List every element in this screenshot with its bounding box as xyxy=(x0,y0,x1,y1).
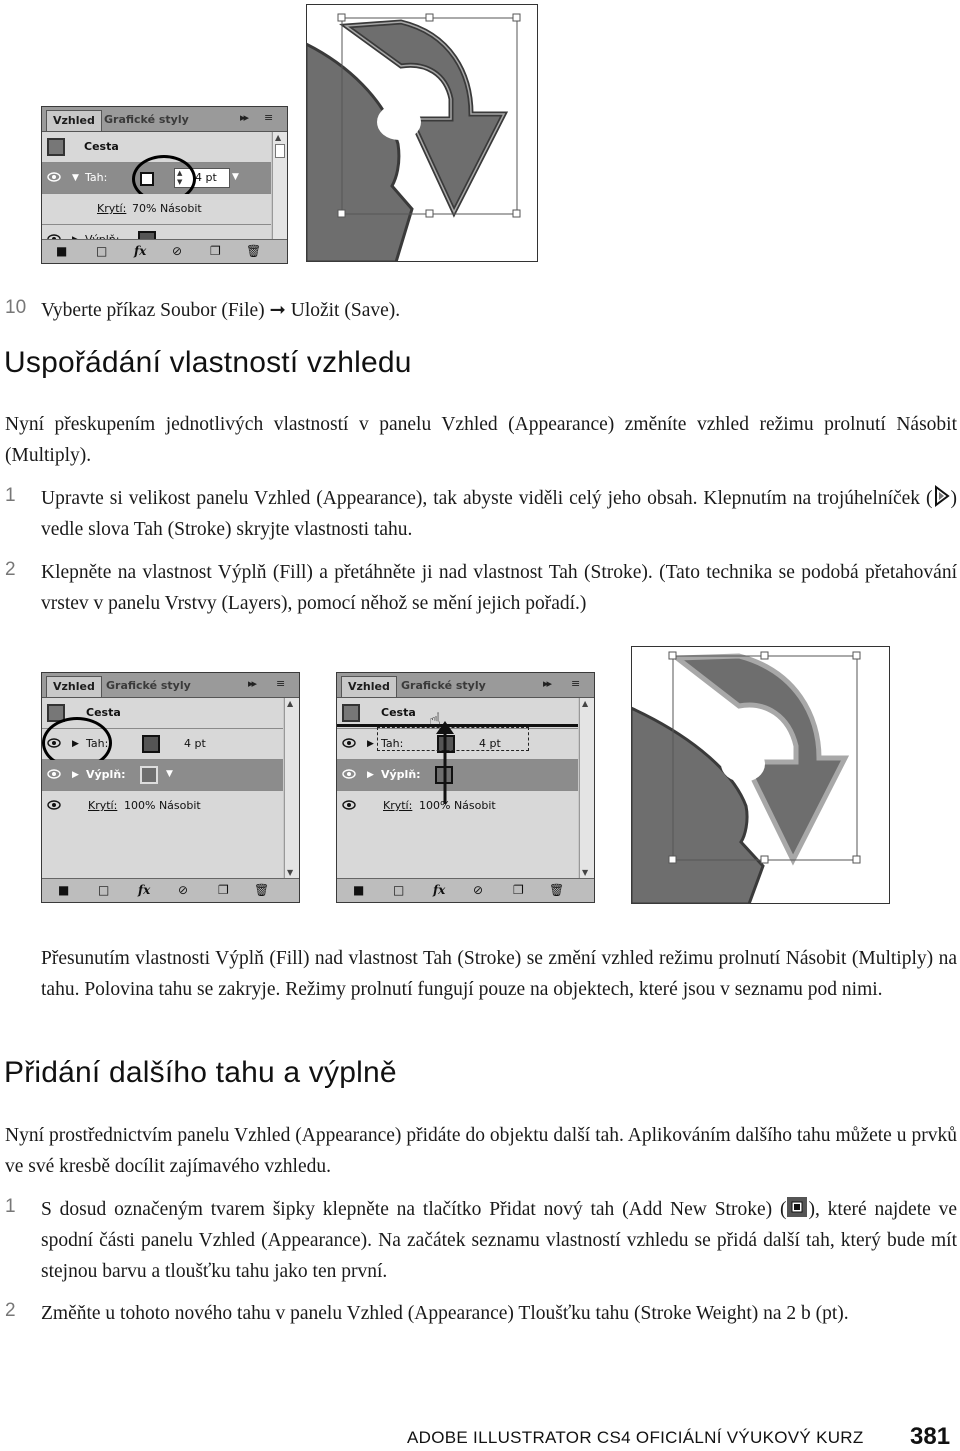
panel-collapse-icon[interactable]: ▸▸ xyxy=(543,677,551,690)
scroll-up-icon[interactable]: ▲ xyxy=(287,699,294,708)
step-text: Změňte u tohoto nového tahu v panelu Vzhled (Appearance) Tloušťku tahu (Stroke Weight) na 2 b (pt). xyxy=(41,1303,849,1324)
section-intro: Nyní přeskupením jednotlivých vlastností v panelu Vzhled (Appearance) změníte vzhled režimu prolnutí Násobit (Multiply). xyxy=(5,414,957,466)
stroke-label: Tah: xyxy=(85,171,108,184)
tab-graficke-styly[interactable]: Grafické styly xyxy=(104,113,189,126)
row-label-path: Cesta xyxy=(86,706,121,719)
visibility-eye-icon[interactable] xyxy=(47,769,61,779)
step-text: Klepněte na vlastnost Výplň (Fill) a přetáhněte ji nad vlastnost Tah (Stroke). (Tato technika se podobá přetahování vrstev v panelu Vrstvy (Layers), pomocí něhož se mění jejich pořadí.) xyxy=(41,562,957,614)
arrow-artwork-middle xyxy=(631,646,890,904)
tab-vzhled[interactable]: Vzhled xyxy=(46,110,102,131)
section-heading: Přidání dalšího tahu a výplně xyxy=(4,1056,397,1089)
panel-tabs xyxy=(337,673,594,698)
fill-swatch[interactable] xyxy=(140,766,158,784)
panel-scrollbar[interactable] xyxy=(284,698,299,878)
delete-item-icon[interactable]: 🗑 xyxy=(549,883,565,897)
drag-up-arrow-icon xyxy=(433,720,457,806)
scroll-up-icon[interactable]: ▲ xyxy=(275,133,282,142)
duplicate-item-icon[interactable]: ❐ xyxy=(218,883,229,897)
visibility-eye-icon[interactable] xyxy=(47,172,61,182)
appearance-panel-b xyxy=(336,672,595,903)
section-intro: Nyní prostřednictvím panelu Vzhled (Appearance) přidáte do objektu další tah. Aplikováním dalšího tahu můžete u prvků ve své kresbě docílit zajímavého vzhledu. xyxy=(5,1125,957,1177)
arrow-artwork-top xyxy=(306,4,538,262)
step-text xyxy=(41,483,957,545)
list-row-fill[interactable] xyxy=(42,760,283,791)
panel-bottom-toolbar xyxy=(42,239,287,263)
list-row-stroke[interactable] xyxy=(337,729,578,760)
disclosure-triangle-icon xyxy=(933,485,951,507)
step-10-text: Vyberte příkaz Soubor (File) ➞ Uložit (Save). xyxy=(41,300,401,321)
step-number: 1 xyxy=(5,485,16,506)
list-row-path[interactable] xyxy=(337,698,578,732)
panel-menu-icon[interactable]: ≡ xyxy=(264,111,274,124)
tab-graficke-styly[interactable]: Grafické styly xyxy=(401,679,486,692)
opacity-value: 100% Násobit xyxy=(419,799,496,812)
step-text-part: Upravte si velikost panelu Vzhled (Appearance), tak abyste viděli celý jeho obsah. Klepnutím na trojúhelníček ( xyxy=(41,488,933,509)
step-number: 1 xyxy=(5,1196,16,1217)
opacity-label[interactable]: Krytí: xyxy=(97,202,127,215)
duplicate-item-icon[interactable]: ❐ xyxy=(210,244,221,258)
duplicate-item-icon[interactable]: ❐ xyxy=(513,883,524,897)
add-effect-fx-icon[interactable]: fx xyxy=(138,883,151,897)
panel-menu-icon[interactable]: ≡ xyxy=(571,677,581,690)
add-new-stroke-icon[interactable]: ■ xyxy=(353,883,365,897)
scroll-down-icon[interactable]: ▼ xyxy=(287,868,294,877)
stroke-weight-dropdown-icon[interactable]: ▼ xyxy=(232,172,239,182)
tab-vzhled[interactable]: Vzhled xyxy=(341,676,397,697)
disclosure-triangle-icon[interactable]: ▶ xyxy=(367,770,374,780)
clear-appearance-icon[interactable]: ⊘ xyxy=(172,244,183,258)
panel-menu-icon[interactable]: ≡ xyxy=(276,677,286,690)
appearance-list xyxy=(42,132,271,239)
disclosure-triangle-icon[interactable]: ▶ xyxy=(367,739,374,749)
stroke-weight-stepper-icon[interactable]: ▲ ▼ xyxy=(177,169,183,186)
section-heading: Uspořádání vlastností vzhledu xyxy=(4,346,412,379)
disclosure-triangle-icon[interactable]: ▶ xyxy=(72,739,79,749)
add-new-fill-icon[interactable]: □ xyxy=(96,244,108,258)
step-number: 2 xyxy=(5,1300,16,1321)
fill-label: Výplň: xyxy=(86,768,126,781)
opacity-value: 100% Násobit xyxy=(124,799,201,812)
panel-tabs xyxy=(42,107,287,132)
path-thumbnail-icon xyxy=(342,704,360,722)
list-row-opacity[interactable] xyxy=(42,194,271,225)
list-row-opacity[interactable] xyxy=(337,791,578,821)
add-new-fill-icon[interactable]: □ xyxy=(393,883,405,897)
list-row-stroke[interactable] xyxy=(42,729,283,760)
list-row-fill[interactable] xyxy=(337,760,578,791)
clear-appearance-icon[interactable]: ⊘ xyxy=(473,883,484,897)
add-new-fill-icon[interactable]: □ xyxy=(98,883,110,897)
explanation-paragraph: Přesunutím vlastnosti Výplň (Fill) nad vlastnost Tah (Stroke) se změní vzhled režimu prolnutí Násobit (Multiply) na tahu. Polovina tahu se zakryje. Režimy prolnutí fungují pouze na objektech, které jsou v seznamu pod nimi. xyxy=(41,948,957,1000)
fill-label: Výplň: xyxy=(381,768,421,781)
delete-item-icon[interactable]: 🗑 xyxy=(246,244,262,258)
appearance-list xyxy=(337,698,578,878)
disclosure-triangle-icon[interactable]: ▶ xyxy=(72,770,79,780)
tab-graficke-styly[interactable]: Grafické styly xyxy=(106,679,191,692)
row-label-path: Cesta xyxy=(84,140,119,153)
step-text-part: S dosud označeným tvarem šipky klepněte na tlačítko Přidat nový tah (Add New Stroke) ( xyxy=(41,1199,787,1220)
stroke-label: Tah: xyxy=(381,737,404,750)
add-new-stroke-icon[interactable]: ■ xyxy=(56,244,68,258)
opacity-value: 70% Násobit xyxy=(132,202,202,215)
panel-collapse-icon[interactable]: ▸▸ xyxy=(240,111,248,124)
disclosure-triangle-icon[interactable]: ▼ xyxy=(72,173,79,183)
tab-vzhled[interactable]: Vzhled xyxy=(46,676,102,697)
stroke-label: Tah: xyxy=(86,737,109,750)
visibility-eye-icon[interactable] xyxy=(342,769,356,779)
step-text xyxy=(41,1194,957,1287)
appearance-list xyxy=(42,698,283,878)
add-new-stroke-icon[interactable]: ■ xyxy=(58,883,70,897)
row-label-path: Cesta xyxy=(381,706,416,719)
step-text-part: ) vedle slova Tah (Stroke) skryjte vlastnosti tahu. xyxy=(41,488,957,540)
panel-bottom-toolbar xyxy=(337,878,594,902)
scroll-down-icon[interactable]: ▼ xyxy=(582,868,589,877)
opacity-label[interactable]: Krytí: xyxy=(88,799,118,812)
add-new-stroke-icon xyxy=(786,1196,808,1218)
panel-scrollbar[interactable] xyxy=(272,132,287,239)
stroke-weight-value: 4 pt xyxy=(195,171,217,184)
clear-appearance-icon[interactable]: ⊘ xyxy=(178,883,189,897)
visibility-eye-icon[interactable] xyxy=(47,800,61,810)
stroke-weight-value: 4 pt xyxy=(479,737,501,750)
fill-dropdown-icon[interactable]: ▼ xyxy=(166,769,173,779)
stroke-weight-value: 4 pt xyxy=(184,737,206,750)
path-thumbnail-icon xyxy=(47,138,65,156)
opacity-label[interactable]: Krytí: xyxy=(383,799,413,812)
scroll-up-icon[interactable]: ▲ xyxy=(582,699,589,708)
running-footer-title: ADOBE ILLUSTRATOR CS4 OFICIÁLNÍ VÝUKOVÝ KURZ xyxy=(407,1428,864,1447)
add-effect-fx-icon[interactable]: fx xyxy=(134,244,147,258)
step-number: 10 xyxy=(5,297,27,318)
stroke-swatch[interactable] xyxy=(142,735,160,753)
panel-scrollbar[interactable] xyxy=(579,698,594,878)
panel-collapse-icon[interactable]: ▸▸ xyxy=(248,677,256,690)
step-number: 2 xyxy=(5,559,16,580)
panel-bottom-toolbar xyxy=(42,878,299,902)
appearance-panel-top xyxy=(41,106,288,264)
visibility-eye-icon[interactable] xyxy=(342,800,356,810)
scroll-thumb[interactable] xyxy=(275,144,285,158)
add-effect-fx-icon[interactable]: fx xyxy=(433,883,446,897)
list-row-stroke[interactable] xyxy=(42,163,271,194)
appearance-panel-a xyxy=(41,672,300,903)
visibility-eye-icon[interactable] xyxy=(342,738,356,748)
step-text-part: ), které najdete ve spodní části panelu Vzhled (Appearance). Na začátek seznamu vlastností vzhledu se přidá další tah, který bude mít stejnou barvu a tloušťku tahu jako ten první. xyxy=(41,1199,958,1282)
page-number: 381 xyxy=(910,1423,951,1450)
panel-tabs xyxy=(42,673,299,698)
hand-cursor-icon: ☝ xyxy=(429,708,442,732)
list-row-opacity[interactable] xyxy=(42,791,283,821)
delete-item-icon[interactable]: 🗑 xyxy=(254,883,270,897)
